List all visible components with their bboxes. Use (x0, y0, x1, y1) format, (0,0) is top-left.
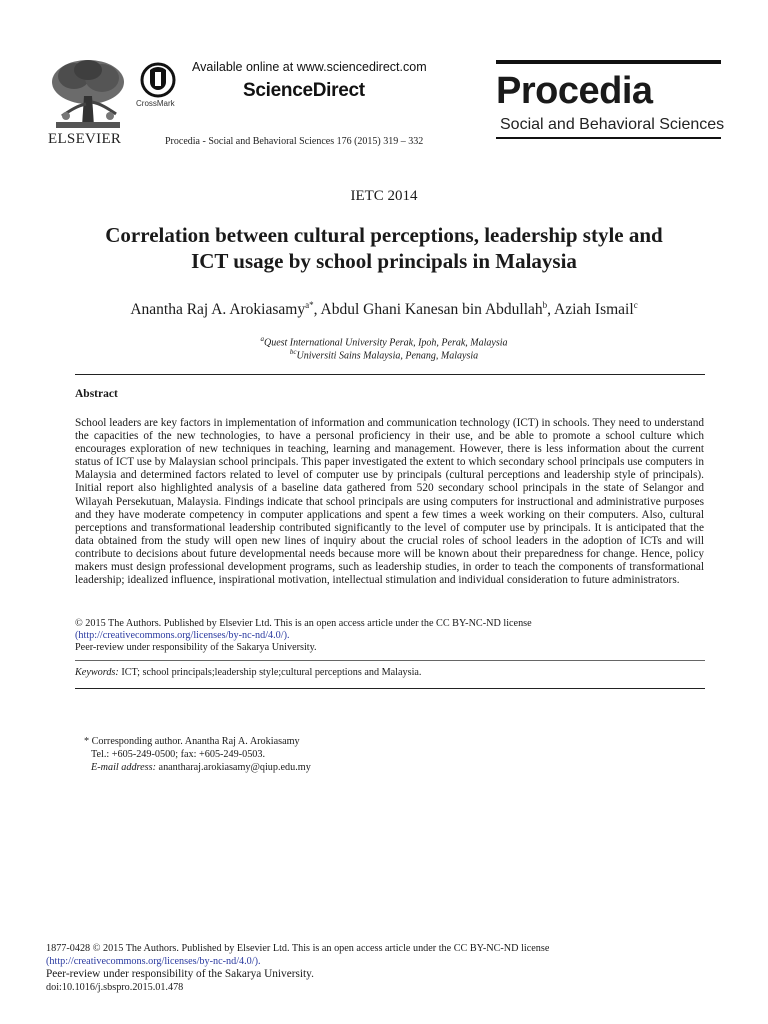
affiliation-text: Universiti Sains Malaysia, Penang, Malaysia (296, 350, 479, 362)
author-separator: , (313, 301, 321, 319)
keywords-text: ICT; school principals;leadership style;cultural perceptions and Malaysia. (118, 667, 422, 678)
available-online-text[interactable]: Available online at www.sciencedirect.com (192, 60, 427, 74)
author-separator: , (547, 301, 555, 319)
footer-license-link[interactable]: (http://creativecommons.org/licenses/by-nc-nd/4.0/). (46, 956, 261, 967)
affiliation (0, 348, 768, 361)
affiliation-sup: a (260, 335, 264, 343)
author-sup: a* (305, 300, 314, 310)
header-rule (496, 60, 721, 64)
journal-reference: Procedia - Social and Behavioral Sciences 176 (2015) 319 – 332 (165, 136, 424, 147)
affiliation (0, 335, 768, 348)
keywords-top-rule (75, 660, 705, 661)
conference-label: IETC 2014 (350, 188, 418, 204)
author-sup: c (633, 300, 638, 310)
author-list (40, 300, 728, 319)
abstract-heading: Abstract (75, 388, 118, 400)
author-name: Aziah Ismail (554, 301, 634, 319)
author-sup: b (542, 300, 548, 310)
email-address[interactable]: anantharaj.arokiasamy@qiup.edu.my (156, 762, 311, 773)
crossmark-label: CrossMark (136, 99, 175, 108)
keywords-line (75, 667, 704, 678)
paper-title (60, 222, 708, 274)
journal-subtitle-rule (496, 137, 721, 139)
journal-name: Procedia (496, 70, 653, 112)
page-footer (46, 942, 726, 994)
author-name: Abdul Ghani Kanesan bin Abdullah (320, 301, 543, 319)
license-link[interactable]: (http://creativecommons.org/licenses/by-nc-nd/4.0/). (75, 630, 290, 641)
paper-title-line-1: Correlation between cultural perceptions, leadership style and (105, 223, 663, 247)
affiliation-text: Quest International University Perak, Ipoh, Perak, Malaysia (263, 337, 508, 349)
email-label: E-mail address: (91, 762, 156, 773)
paper-title-line-2: ICT usage by school principals in Malaysia (191, 249, 577, 273)
footer-peer-review: Peer-review under responsibility of the Sakarya University. (46, 968, 314, 980)
contact-email-line (84, 761, 311, 774)
footer-license-line: 1877-0428 © 2015 The Authors. Published by Elsevier Ltd. This is an open access article under the CC BY-NC-ND license (46, 943, 550, 954)
sciencedirect-logo[interactable]: ScienceDirect (243, 80, 365, 101)
contact-phone-line: Tel.: +605-249-0500; fax: +605-249-0503. (91, 749, 266, 760)
publisher-wordmark: ELSEVIER (48, 131, 122, 147)
affiliation-sup: bc (289, 348, 297, 356)
author-name: Anantha Raj A. Arokiasamy (130, 301, 306, 319)
license-line: © 2015 The Authors. Published by Elsevier Ltd. This is an open access article under the CC BY-NC-ND license (75, 618, 532, 629)
license-block (75, 618, 704, 654)
footer-doi[interactable]: doi:10.1016/j.sbspro.2015.01.478 (46, 982, 184, 993)
abstract-top-rule (75, 374, 705, 375)
keywords-label: Keywords: (75, 667, 119, 678)
abstract-text: School leaders are key factors in implementation of information and communication technology (ICT) in schools. They need to understand the capacities of the new technologies, to have a personal proficiency in their use, and be able to promote a school culture which encourages exploration of new techniques in teaching, learning and management. However, there is less information about the current status of ICT use by Malaysian school principals. This paper investigated the extent to which secondary school principals use computers in Malaysia and determined factors related to level of computer use by principals (cultural perceptions and leadership style of principals). Initial report also highlighted analysis of a baseline data gathered from 520 secondary school principals in the state of Selangor and Wilayah Persekutuan, Malaysia. Findings indicate that school principals are using computers for instructional and administrative purposes and they have moderate competency in computer applications and spent a few times a week working on their computers. Also, cultural perceptions and transformational leadership contributed significantly to the level of computer use by principals. It is anticipated that the data obtained from the study will open new lines of inquiry about the crucial roles of school leaders in the adoption of ICTs and will contribute to decisions about future developmental needs because more will be known about their preparedness for change. Hence, policy makers must design professional development programs, such as leadership studies, in order to teach the components of transformational leadership; idealized influence, inspirational motivation, intellectual stimulation and individual consideration to future administrators. (75, 417, 704, 587)
corresponding-author-line: * Corresponding author. Anantha Raj A. Arokiasamy (84, 736, 300, 747)
keywords-bottom-rule (75, 688, 705, 689)
corresponding-author-note (84, 735, 311, 774)
peer-review-line: Peer-review under responsibility of the Sakarya University. (75, 642, 317, 653)
journal-subtitle: Social and Behavioral Sciences (500, 116, 725, 133)
